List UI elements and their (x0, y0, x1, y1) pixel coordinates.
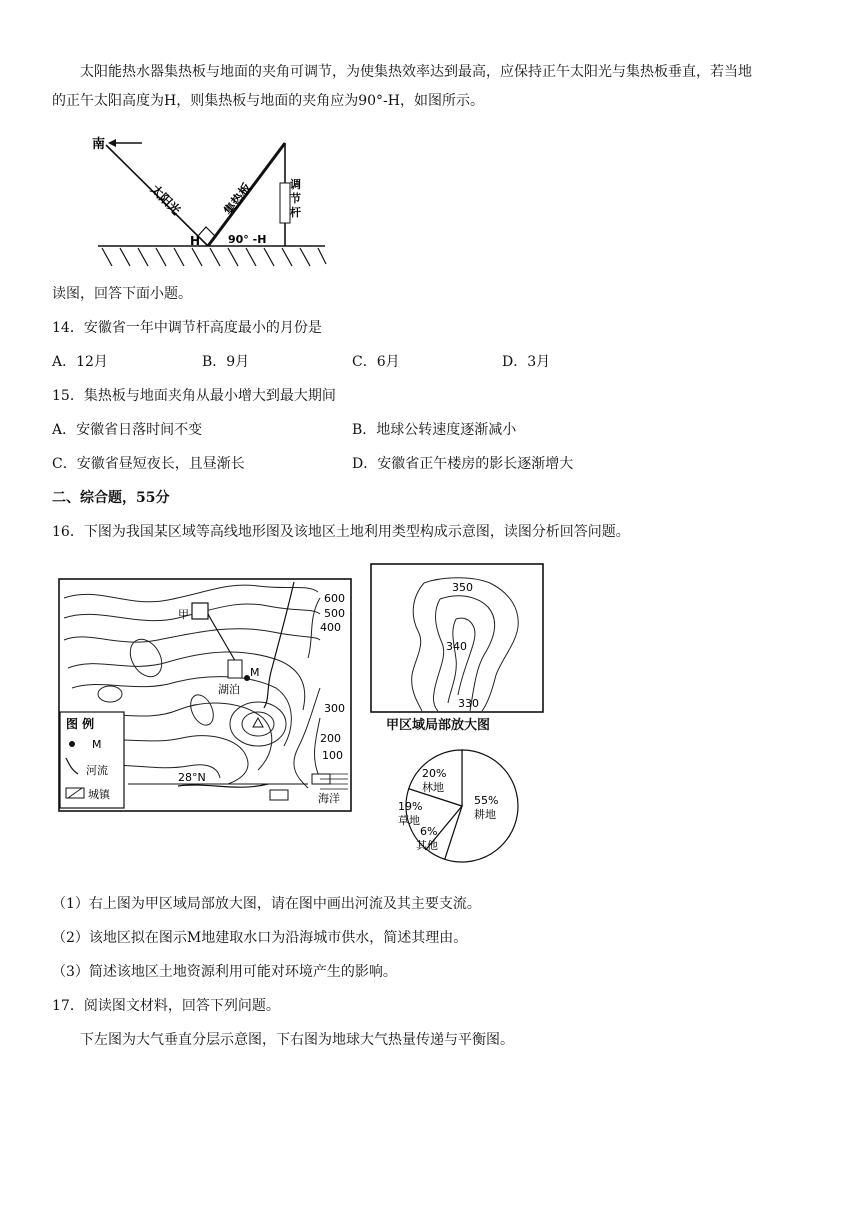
contour-200: 200 (320, 732, 341, 745)
pie-label-2: 草地 (398, 814, 420, 827)
rod-label-1: 调 (290, 178, 301, 191)
q17-text: 下左图为大气垂直分层示意图，下右图为地球大气热量传递与平衡图。 (80, 1032, 514, 1048)
q16-stem: 16．下图为我国某区域等高线地形图及该地区土地利用类型构成示意图，读图分析回答问题。 (52, 524, 630, 540)
intro-line-2: 的正午太阳高度为H，则集热板与地面的夹角应为90°-H，如图所示。 (52, 93, 484, 109)
q14-option-c: C．6月 (352, 354, 400, 370)
contour-100: 100 (322, 749, 343, 762)
pie-pct-0: 55% (474, 794, 499, 807)
map-lat-label: 28°N (178, 771, 206, 784)
q17-stem: 17．阅读图文材料，回答下列问题。 (52, 998, 280, 1014)
inset-contour-330: 330 (458, 697, 479, 710)
rod-label-3: 杆 (290, 206, 301, 219)
legend-m: M (92, 738, 102, 751)
contour-300: 300 (324, 702, 345, 715)
pie-label-1: 其他 (416, 839, 438, 852)
section-title: 二、综合题，55分 (52, 490, 170, 506)
legend-town: 城镇 (88, 788, 110, 801)
contour-600: 600 (324, 592, 345, 605)
map-ocean-label: 海洋 (318, 792, 340, 805)
q16-sub3: （3）简述该地区土地资源利用可能对环境产生的影响。 (52, 964, 397, 980)
map-jia-label: 甲 (178, 608, 189, 621)
pie-pct-2: 19% (398, 800, 423, 813)
contour-400: 400 (320, 621, 341, 634)
q14-option-d: D．3月 (502, 354, 551, 370)
read-prompt: 读图，回答下面小题。 (52, 286, 192, 302)
inset-contour-340: 340 (446, 640, 467, 653)
q16-sub1: （1）右上图为甲区域局部放大图，请在图中画出河流及其主要支流。 (52, 896, 481, 912)
inset-contour-350: 350 (452, 581, 473, 594)
q14-stem: 14．安徽省一年中调节杆高度最小的月份是 (52, 320, 322, 336)
q15-option-d: D．安徽省正午楼房的影长逐渐增大 (352, 456, 574, 472)
inset-map (370, 563, 544, 713)
contour-500: 500 (324, 607, 345, 620)
q15-option-b: B．地球公转速度逐渐减小 (352, 422, 517, 438)
q15-option-a: A．安徽省日落时间不变 (52, 422, 203, 438)
q14-option-a: A．12月 (52, 354, 108, 370)
q16-sub2: （2）该地区拟在图示M地建取水口为沿海城市供水，简述其理由。 (52, 930, 468, 946)
h-label: H (190, 234, 201, 248)
angle-label: 90° -H (228, 233, 267, 246)
map-lake-label: 湖泊 (218, 683, 240, 696)
land-use-pie (390, 744, 540, 874)
q15-stem: 15．集热板与地面夹角从最小增大到最大期间 (52, 388, 336, 404)
legend-river: 河流 (86, 764, 108, 777)
pie-label-3: 林地 (422, 781, 444, 794)
panel-label: 集热板 (221, 180, 255, 218)
south-label: 南 (92, 137, 106, 152)
pie-pct-1: 6% (420, 825, 438, 838)
intro-line-1: 太阳能热水器集热板与地面的夹角可调节，为使集热效率达到最高，应保持正午太阳光与集热板垂直，若当地 (80, 64, 752, 80)
contour-map (58, 578, 352, 812)
inset-caption: 甲区域局部放大图 (386, 718, 491, 733)
sunlight-label: 太阳光 (147, 182, 184, 218)
legend-title: 图 例 (66, 717, 95, 731)
pie-label-0: 耕地 (474, 808, 496, 821)
q14-option-b: B．9月 (202, 354, 250, 370)
rod-label-2: 节 (290, 192, 301, 205)
q15-option-c: C．安徽省昼短夜长，且昼渐长 (52, 456, 245, 472)
map-m-label: M (250, 666, 260, 679)
pie-pct-3: 20% (422, 767, 447, 780)
solar-panel-diagram (80, 128, 340, 273)
